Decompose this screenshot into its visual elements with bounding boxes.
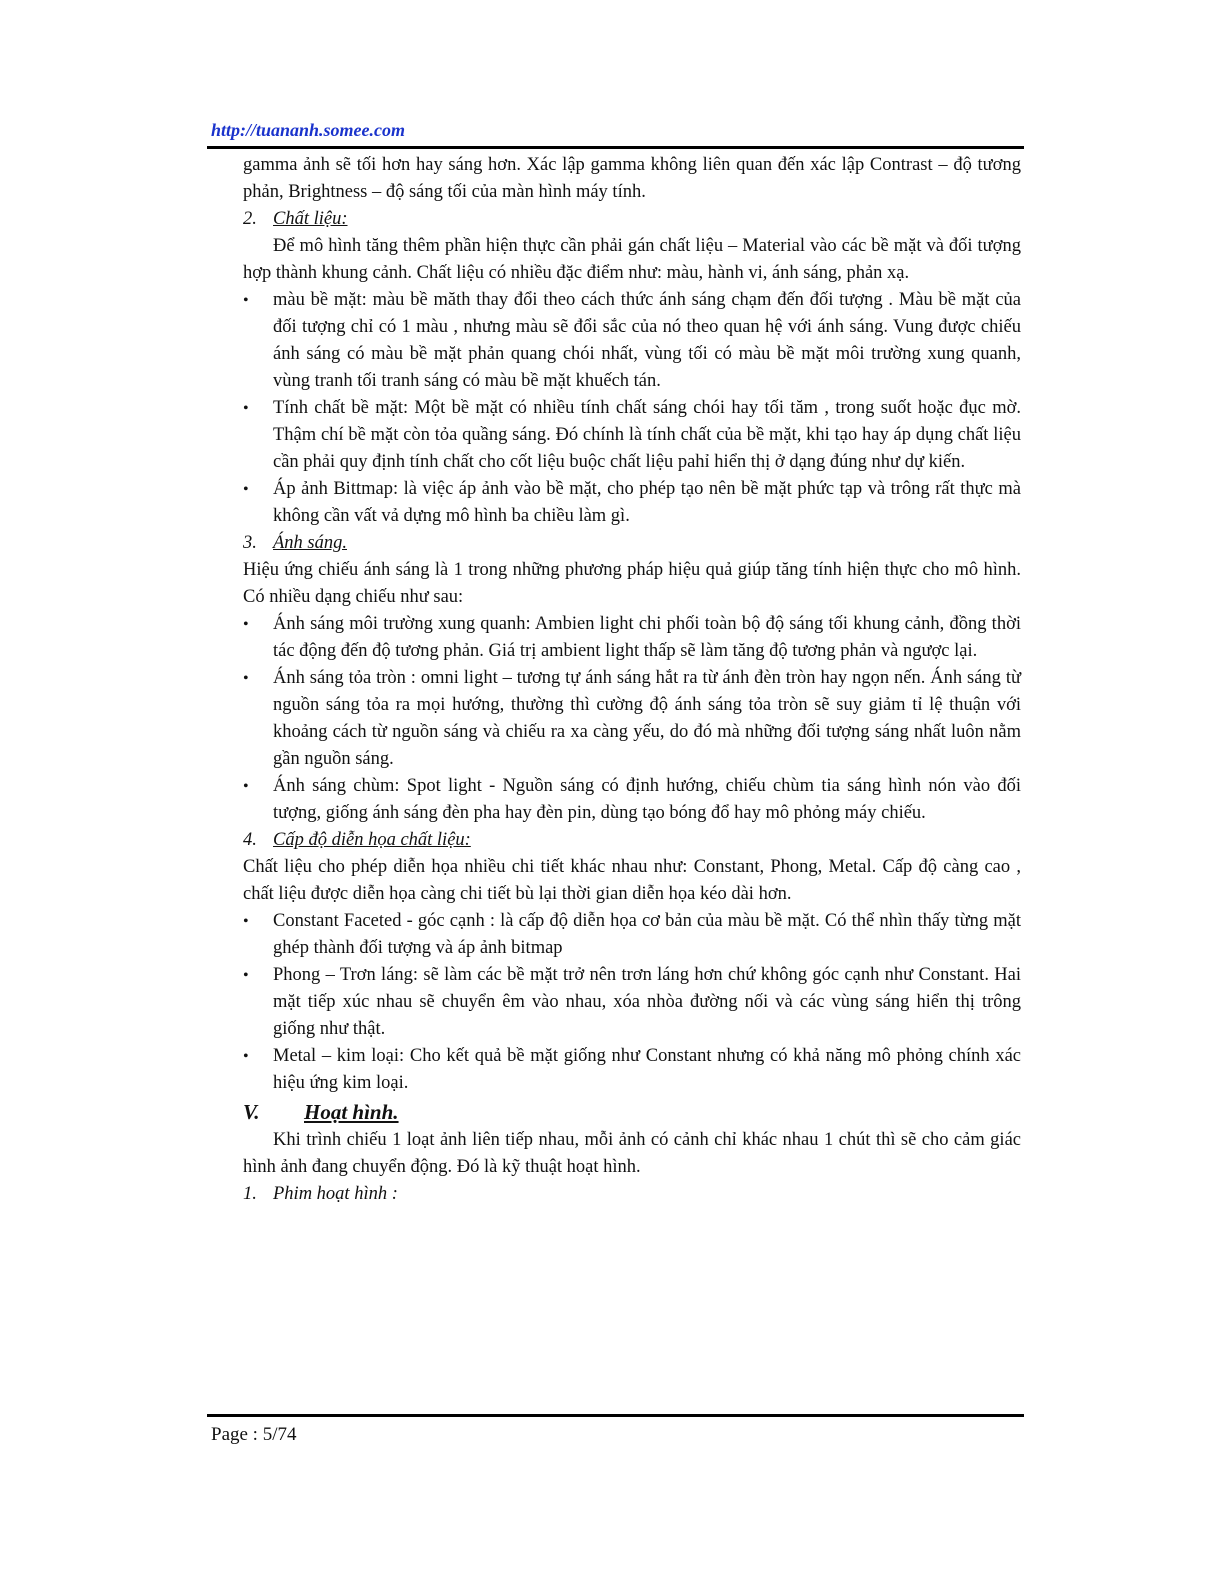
list-item-text: Áp ảnh Bittmap: là việc áp ảnh vào bề mặt, cho phép tạo nên bề mặt phức tạp và trông rất thực mà không cần vất vả dựng mô hình ba chiều làm gì. <box>273 479 1021 526</box>
list-item-text: Ánh sáng chùm: Spot light - Nguồn sáng có định hướng, chiếu chùm tia sáng hình nón vào đối tượng, giống ánh sáng đèn pha hay đèn pin, dùng tạo bóng đổ hay mô phỏng máy chiếu. <box>273 776 1021 823</box>
paragraph: Khi trình chiếu 1 loạt ảnh liên tiếp nhau, mỗi ảnh có cảnh chỉ khác nhau 1 chút thì sẽ cho cảm giác hình ảnh đang chuyển động. Đó là kỹ thuật hoạt hình. <box>243 1130 1021 1177</box>
section-title: Chất liệu: <box>273 209 348 229</box>
bullet-icon: • <box>243 616 249 633</box>
paragraph: Để mô hình tăng thêm phần hiện thực cần phải gán chất liệu – Material vào các bề mặt và đối tượng hợp thành khung cảnh. Chất liệu có nhiều đặc điểm như: màu, hành vi, ánh sáng, phản xạ. <box>243 236 1021 283</box>
list-item-text: Metal – kim loại: Cho kết quả bề mặt giống như Constant nhưng có khả năng mô phỏng chính xác hiệu ứng kim loại. <box>273 1046 1021 1093</box>
chapter-heading-animation <box>243 1097 1021 1127</box>
list-item-text: Phong – Trơn láng: sẽ làm các bề mặt trở nên trơn láng hơn chứ không góc cạnh như Constant. Hai mặt tiếp xúc nhau sẽ chuyển êm vào nhau, xóa nhòa đường nối và các vùng sáng hiển thị trông giống như thật. <box>273 965 1021 1039</box>
list-item <box>243 773 1021 827</box>
section-title: Phim hoạt hình : <box>273 1184 398 1204</box>
footer-rule <box>207 1414 1024 1417</box>
list-item <box>243 611 1021 665</box>
list-item <box>243 1043 1021 1097</box>
light-list <box>243 611 1021 827</box>
list-item <box>243 476 1021 530</box>
list-item-text: màu bề mặt: màu bề măth thay đổi theo cách thức ánh sáng chạm đến đối tượng . Màu bề mặt của đối tượng chỉ có 1 màu , nhưng màu sẽ đổi sắc của nó theo quan hệ với ánh sáng. Vung được chiếu ánh sáng có màu bề mặt phản quang chói nhất, vùng tối có màu bề mặt môi trường xung quanh, vùng tranh tối tranh sáng có màu bề mặt khuếch tán. <box>273 290 1021 391</box>
section-title: Cấp độ diễn họa chất liệu: <box>273 830 471 850</box>
list-item <box>243 287 1021 395</box>
section-title: Ánh sáng. <box>273 533 347 553</box>
list-item-text: Ánh sáng môi trường xung quanh: Ambien light chi phối toàn bộ độ sáng tối khung cảnh, đồng thời tác động đến độ tương phản. Giá trị ambient light thấp sẽ làm tăng độ tương phản và ngược lại. <box>273 614 1021 661</box>
section-number: 4. <box>243 830 257 850</box>
page-number: Page : 5/74 <box>211 1424 297 1445</box>
paragraph: Chất liệu cho phép diễn họa nhiều chi tiết khác nhau như: Constant, Phong, Metal. Cấp độ càng cao , chất liệu được diễn họa càng chi tiết bù lại thời gian diễn họa kéo dài hơn. <box>243 857 1021 904</box>
section-number: 2. <box>243 209 257 229</box>
section-number: 3. <box>243 533 257 553</box>
list-item-text: Tính chất bề mặt: Một bề mặt có nhiều tính chất sáng chói hay tối tăm , trong suốt hoặc đục mờ. Thậm chí bề mặt còn tỏa quầng sáng. Đó chính là tính chất của bề mặt, khi tạo hay áp dụng chất liệu cần phải quy định tính chất cho cốt liệu buộc chất liệu pahỉ hiển thị ở dạng đúng như dự kiến. <box>273 398 1021 472</box>
bullet-icon: • <box>243 967 249 984</box>
bullet-icon: • <box>243 400 249 417</box>
chapter-number: V. <box>243 1100 260 1124</box>
section-number: 1. <box>243 1184 257 1204</box>
bullet-icon: • <box>243 481 249 498</box>
list-item <box>243 962 1021 1043</box>
section-heading-material <box>243 206 1021 233</box>
chapter-title: Hoạt hình. <box>304 1100 399 1124</box>
material-list <box>243 287 1021 530</box>
list-item-text: Constant Faceted - góc cạnh : là cấp độ diễn họa cơ bản của màu bề mặt. Có thể nhìn thấy từng mặt ghép thành đối tượng và áp ảnh bitmap <box>273 911 1021 958</box>
bullet-icon: • <box>243 1048 249 1065</box>
section-heading-light <box>243 530 1021 557</box>
list-item <box>243 395 1021 476</box>
list-item <box>243 665 1021 773</box>
list-item <box>243 908 1021 962</box>
section-heading-film <box>243 1181 1021 1208</box>
section-heading-render <box>243 827 1021 854</box>
header-rule <box>207 146 1024 149</box>
bullet-icon: • <box>243 670 249 687</box>
paragraph: Hiệu ứng chiếu ánh sáng là 1 trong những phương pháp hiệu quả giúp tăng tính hiện thực cho mô hình. Có nhiều dạng chiếu như sau: <box>243 560 1021 607</box>
paragraph: gamma ảnh sẽ tối hơn hay sáng hơn. Xác lập gamma không liên quan đến xác lập Contrast – độ tương phản, Brightness – độ sáng tối của màn hình máy tính. <box>243 155 1021 202</box>
list-item-text: Ánh sáng tỏa tròn : omni light – tương tự ánh sáng hắt ra từ ánh đèn tròn hay ngọn nến. Ánh sáng từ nguồn sáng tỏa ra mọi hướng, thường thì cường độ ánh sáng tỏa tròn sẽ suy giảm tỉ lệ thuận với khoảng cách từ nguồn sáng và chiếu ra xa càng yếu, do đó mà những đối tượng sáng nhất luôn nằm gần nguồn sáng. <box>273 668 1021 769</box>
bullet-icon: • <box>243 913 249 930</box>
bullet-icon: • <box>243 778 249 795</box>
render-list <box>243 908 1021 1097</box>
document-body <box>243 152 1021 1208</box>
bullet-icon: • <box>243 292 249 309</box>
header-url[interactable]: http://tuananh.somee.com <box>211 120 406 140</box>
